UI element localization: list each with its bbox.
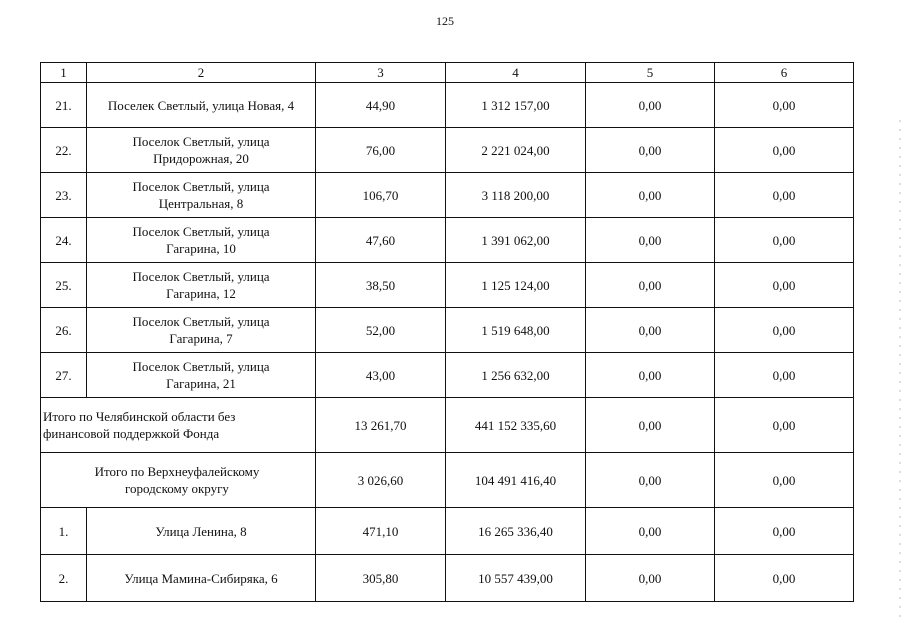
area-cell: 52,00 <box>316 308 446 353</box>
row-number: 24. <box>41 218 87 263</box>
row-number: 26. <box>41 308 87 353</box>
value-cell: 0,00 <box>715 453 854 508</box>
value-cell: 0,00 <box>715 83 854 128</box>
row-number: 27. <box>41 353 87 398</box>
table-row <box>41 83 854 128</box>
area-cell: 471,10 <box>316 508 446 555</box>
table-header-row <box>41 63 854 83</box>
address-cell: Поселок Светлый, улица Гагарина, 7 <box>87 308 316 353</box>
value-cell: 0,00 <box>586 555 715 602</box>
table-row <box>41 308 854 353</box>
area-cell: 43,00 <box>316 353 446 398</box>
value-cell: 0,00 <box>586 508 715 555</box>
column-header: 5 <box>586 63 715 83</box>
value-cell: 0,00 <box>715 555 854 602</box>
value-cell: 0,00 <box>715 218 854 263</box>
table-row <box>41 173 854 218</box>
scan-margin-noise <box>899 120 901 620</box>
value-cell: 0,00 <box>715 308 854 353</box>
value-cell: 0,00 <box>586 173 715 218</box>
value-cell: 0,00 <box>715 353 854 398</box>
cost-cell: 1 519 648,00 <box>446 308 586 353</box>
column-header: 1 <box>41 63 87 83</box>
cost-cell: 16 265 336,40 <box>446 508 586 555</box>
value-cell: 0,00 <box>586 308 715 353</box>
value-cell: 0,00 <box>715 263 854 308</box>
address-cell: Поселок Светлый, улица Гагарина, 10 <box>87 218 316 263</box>
area-cell: 47,60 <box>316 218 446 263</box>
table-row <box>41 128 854 173</box>
column-header: 2 <box>87 63 316 83</box>
area-cell: 3 026,60 <box>316 453 446 508</box>
table-row <box>41 353 854 398</box>
area-cell: 305,80 <box>316 555 446 602</box>
value-cell: 0,00 <box>586 353 715 398</box>
value-cell: 0,00 <box>586 398 715 453</box>
cost-cell: 441 152 335,60 <box>446 398 586 453</box>
row-number: 22. <box>41 128 87 173</box>
page-number: 125 <box>436 14 454 28</box>
area-cell: 44,90 <box>316 83 446 128</box>
address-cell: Поселок Светлый, улица Гагарина, 21 <box>87 353 316 398</box>
total-row-chelyabinsk <box>41 398 854 453</box>
address-cell: Поселок Светлый, улица Гагарина, 12 <box>87 263 316 308</box>
table-row <box>41 263 854 308</box>
value-cell: 0,00 <box>586 263 715 308</box>
address-cell: Поселек Светлый, улица Новая, 4 <box>87 83 316 128</box>
row-number: 23. <box>41 173 87 218</box>
total-label: Итого по Челябинской области без финансовой поддержкой Фонда <box>41 398 316 453</box>
row-number: 21. <box>41 83 87 128</box>
area-cell: 76,00 <box>316 128 446 173</box>
area-cell: 106,70 <box>316 173 446 218</box>
value-cell: 0,00 <box>586 83 715 128</box>
table-row <box>41 218 854 263</box>
table-row <box>41 508 854 555</box>
cost-cell: 1 256 632,00 <box>446 353 586 398</box>
cost-cell: 1 312 157,00 <box>446 83 586 128</box>
value-cell: 0,00 <box>586 453 715 508</box>
row-number: 1. <box>41 508 87 555</box>
cost-cell: 3 118 200,00 <box>446 173 586 218</box>
value-cell: 0,00 <box>586 218 715 263</box>
area-cell: 38,50 <box>316 263 446 308</box>
address-cell: Поселок Светлый, улица Придорожная, 20 <box>87 128 316 173</box>
column-header: 3 <box>316 63 446 83</box>
row-number: 2. <box>41 555 87 602</box>
table-row <box>41 555 854 602</box>
column-header: 4 <box>446 63 586 83</box>
value-cell: 0,00 <box>715 128 854 173</box>
value-cell: 0,00 <box>586 128 715 173</box>
cost-cell: 1 391 062,00 <box>446 218 586 263</box>
cost-cell: 10 557 439,00 <box>446 555 586 602</box>
total-row-verkhneufaleysky <box>41 453 854 508</box>
cost-cell: 2 221 024,00 <box>446 128 586 173</box>
address-cell: Поселок Светлый, улица Центральная, 8 <box>87 173 316 218</box>
row-number: 25. <box>41 263 87 308</box>
column-header: 6 <box>715 63 854 83</box>
value-cell: 0,00 <box>715 508 854 555</box>
area-cell: 13 261,70 <box>316 398 446 453</box>
cost-cell: 1 125 124,00 <box>446 263 586 308</box>
data-table <box>40 62 854 602</box>
cost-cell: 104 491 416,40 <box>446 453 586 508</box>
value-cell: 0,00 <box>715 173 854 218</box>
total-label: Итого по Верхнеуфалейскому городскому округу <box>41 453 316 508</box>
address-cell: Улица Ленина, 8 <box>87 508 316 555</box>
address-cell: Улица Мамина-Сибиряка, 6 <box>87 555 316 602</box>
value-cell: 0,00 <box>715 398 854 453</box>
